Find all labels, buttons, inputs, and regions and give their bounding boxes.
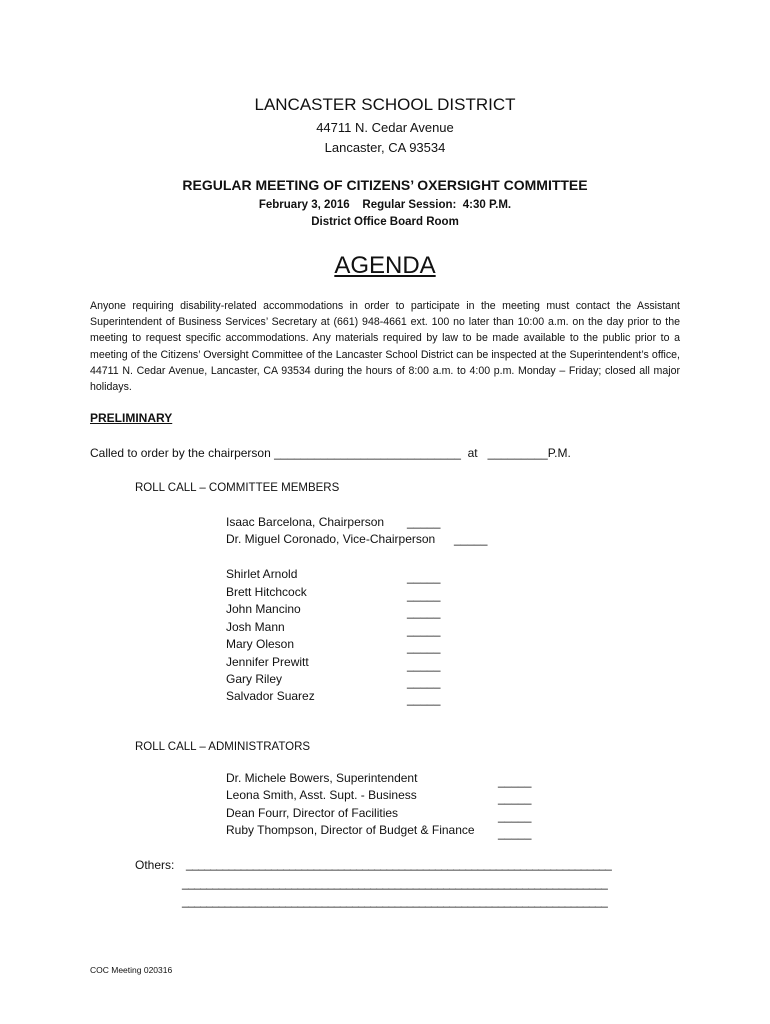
- others-write-line: ______________________________________________________________________: [182, 894, 608, 908]
- officer-name: Dr. Miguel Coronado, Vice-Chairperson: [226, 532, 436, 546]
- meeting-title: REGULAR MEETING OF CITIZENS’ OXERSIGHT COMMITTEE: [182, 177, 588, 193]
- address-street: 44711 N. Cedar Avenue: [316, 120, 454, 135]
- preliminary-heading: PRELIMINARY: [90, 411, 173, 425]
- meeting-date-line: February 3, 2016 Regular Session: 4:30 P.M.: [258, 199, 512, 211]
- address-city: Lancaster, CA 93534: [324, 140, 446, 155]
- others-write-line: ______________________________________________________________________: [186, 857, 612, 871]
- agenda-title: AGENDA: [334, 252, 436, 279]
- member-attendance-blank: _____: [407, 623, 441, 637]
- member-name: Mary Oleson: [226, 637, 295, 651]
- member-attendance-blank: _____: [407, 692, 441, 706]
- admin-name: Leona Smith, Asst. Supt. - Business: [226, 788, 417, 802]
- member-attendance-blank: _____: [407, 605, 441, 619]
- member-name: Salvador Suarez: [226, 689, 315, 703]
- member-name: Brett Hitchcock: [226, 585, 307, 599]
- member-name: Shirlet Arnold: [226, 567, 298, 581]
- member-attendance-blank: _____: [407, 658, 441, 672]
- member-name: Gary Riley: [226, 672, 283, 686]
- district-name: LANCASTER SCHOOL DISTRICT: [254, 95, 516, 114]
- others-write-line: ______________________________________________________________________: [182, 876, 608, 890]
- officer-attendance-blank: _____: [454, 532, 488, 546]
- member-attendance-blank: _____: [407, 570, 441, 584]
- admin-attendance-blank: _____: [498, 826, 532, 840]
- others-label: Others:: [135, 858, 175, 872]
- admin-name: Dr. Michele Bowers, Superintendent: [226, 771, 418, 785]
- admin-name: Ruby Thompson, Director of Budget & Finance: [226, 823, 475, 837]
- page-footer: COC Meeting 020316: [90, 965, 173, 975]
- admin-attendance-blank: _____: [498, 791, 532, 805]
- accommodations-notice: Anyone requiring disability-related accommodations in order to participate in the meeting must contact the Assistant Superintendent of Business Services’ Secretary at (661) 948-4661 ext. 100 no later than 10:00 a.m. on the day prior to the meeting to request specific accommodations. Any materials required by law to be made available to the public prior to a meeting of the Citizens’ Oversight Committee of the Lancaster School District can be inspected at the Superintendent’s office, 44711 N. Cedar Avenue, Lancaster, CA 93534 during the hours of 8:00 a.m. to 4:00 p.m. Monday – Friday; closed all major holidays.: [90, 300, 680, 394]
- admin-name: Dean Fourr, Director of Facilities: [226, 806, 399, 820]
- roll-call-members-heading: ROLL CALL – COMMITTEE MEMBERS: [135, 482, 340, 494]
- officer-name: Isaac Barcelona, Chairperson: [226, 515, 385, 529]
- admin-attendance-blank: _____: [498, 809, 532, 823]
- officer-attendance-blank: _____: [407, 515, 441, 529]
- member-attendance-blank: _____: [407, 675, 441, 689]
- member-attendance-blank: _____: [407, 588, 441, 602]
- admin-attendance-blank: _____: [498, 774, 532, 788]
- member-name: Josh Mann: [226, 620, 285, 634]
- meeting-location: District Office Board Room: [311, 216, 459, 228]
- member-attendance-blank: _____: [407, 640, 441, 654]
- roll-call-admins-heading: ROLL CALL – ADMINISTRATORS: [135, 741, 311, 753]
- called-to-order-line: Called to order by the chairperson ____________________________ at _________P.M.: [90, 446, 571, 460]
- member-name: Jennifer Prewitt: [226, 655, 309, 669]
- member-name: John Mancino: [226, 602, 301, 616]
